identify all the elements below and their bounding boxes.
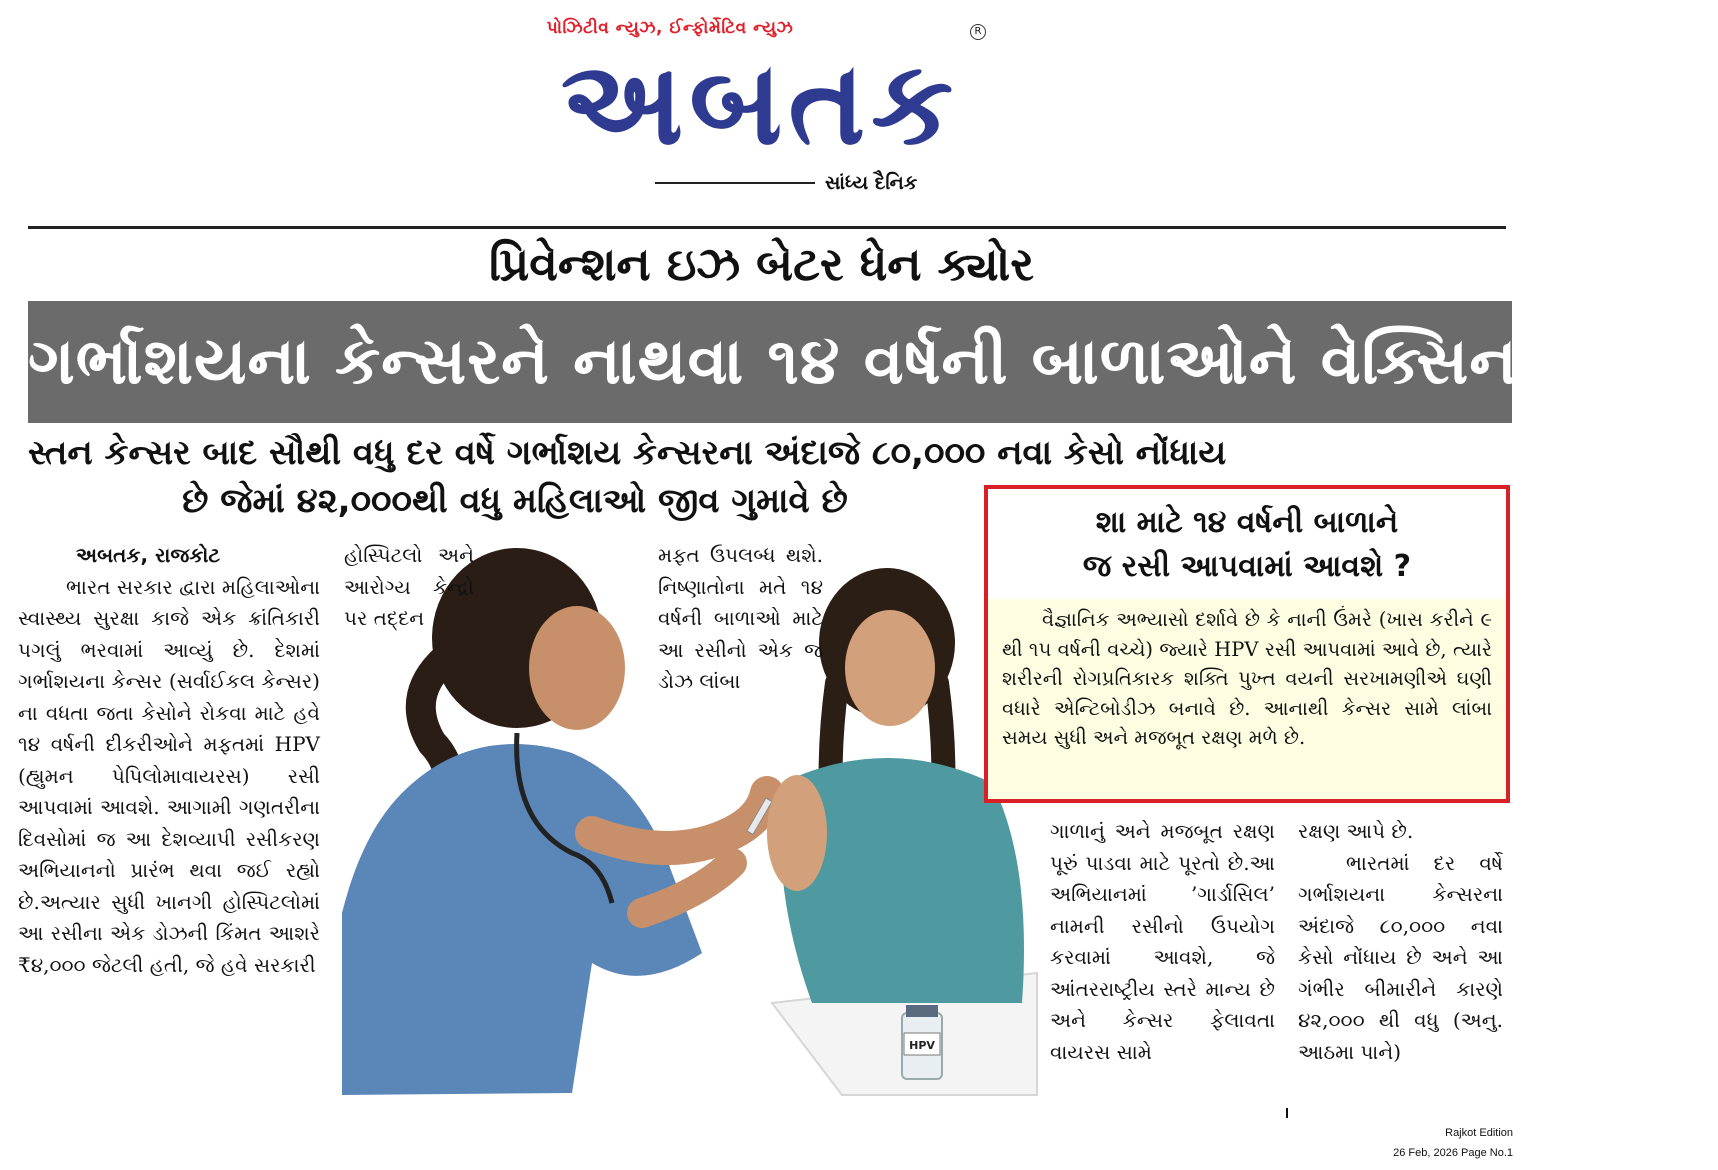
sidebar-body: વૈજ્ઞાનિક અભ્યાસો દર્શાવે છે કે નાની ઉંમરે (ખાસ કરીને ૯ થી ૧૫ વર્ષની વચ્ચે) જ્યારે HPV રસી આપવામાં આવે છે, ત્યારે શરીરની રોગપ્રતિકારક શક્તિ પુખ્ત વયની સરખામણીએ ઘણી વધારે એન્ટિબોડીઝ બનાવે છે. આનાથી કેન્સર સામે લાંબા સમય સુધી અને મજબૂત રક્ષણ મળે છે.: [1002, 608, 1492, 749]
sidebar-title: [988, 501, 1506, 589]
column-3-text: મફત ઉપલબ્ધ થશે. નિષ્ણાતોના મતે ૧૪ વર્ષની બાળાઓ માટે આ રસીનો એક જ ડોઝ લાંબા: [658, 543, 823, 693]
article-deck-line1: સ્તન કેન્સર બાદ સૌથી વધુ દર વર્ષે ગર્ભાશય કેન્સરના અંદાજે ૮૦,૦૦૦ નવા કેસો નોંધાય: [28, 433, 1227, 473]
subtitle-rule: [655, 182, 815, 184]
masthead-subtitle: સાંધ્ય દૈનિક: [825, 172, 918, 194]
dateline: અબતક, રાજકોટ: [76, 543, 221, 567]
article-column-5: [1298, 816, 1503, 1068]
vial-label: HPV: [909, 1039, 935, 1052]
column-5-para-2: ભારતમાં દર વર્ષે ગર્ભાશયના કેન્સરના અંદાજે ૮૦,૦૦૦ નવા કેસો નોંધાય છે અને આ ગંભીર બીમારીને કારણે ૪૨,૦૦૦ થી વધુ (અનુ. આઠમા પાને): [1298, 850, 1503, 1064]
masthead-tagline: પોઝિટીવ ન્યુઝ, ઈન્ફોર્મેટિવ ન્યુઝ: [546, 18, 794, 38]
article-deck-line2: છે જેમાં ૪૨,૦૦૦થી વધુ મહિલાઓ જીવ ગુમાવે છે: [182, 481, 848, 521]
column-5-para-1: રક્ષણ આપે છે.: [1298, 819, 1414, 843]
headline-band: [28, 301, 1718, 423]
page-marker: [1286, 1108, 1288, 1118]
date-page-label: 26 Feb, 2026 Page No.1: [1393, 1147, 1513, 1159]
article-kicker: પ્રિવેન્શન ઇઝ બેટર ધેન ક્યોર: [489, 237, 1034, 291]
article-column-1: [18, 540, 320, 981]
column-1-text: ભારત સરકાર દ્વારા મહિલાઓના સ્વાસ્થ્ય સુરક્ષા કાજે એક ક્રાંતિકારી પગલું ભરવામાં આવ્યું છે. દેશમાં ગર્ભાશયના કેન્સર (સર્વાઈકલ કેન્સર) ના વધતા જતા કેસોને રોકવા માટે હવે ૧૪ વર્ષની દીકરીઓને મફતમાં HPV (હ્યુમન પેપિલોમાવાયરસ) રસી આપવામાં આવશે. આગામી ગણતરીના દિવસોમાં જ આ દેશવ્યાપી રસીકરણ અભિયાનનો પ્રારંભ થવા જઈ રહ્યો છે.અત્યાર સુધી ખાનગી હોસ્પિટલોમાં આ રસીના એક ડોઝની કિંમત આશરે ₹૪,૦૦૦ જેટલી હતી, જે હવે સરકારી: [18, 574, 320, 977]
sidebar-title-line1: શા માટે ૧૪ વર્ષની બાળાને: [1095, 505, 1399, 540]
sidebar-title-line2: જ રસી આપવામાં આવશે ?: [1082, 549, 1412, 584]
top-divider: [28, 226, 1506, 229]
newspaper-logo: અબતક: [560, 36, 960, 171]
article-column-2: હોસ્પિટલો અને આરોગ્ય કેન્દ્રો પર તદ્દન: [344, 543, 474, 630]
article-column-3: [658, 540, 823, 698]
article-headline: ગર્ભાશયના કેન્સરને નાથવા ૧૪ વર્ષની બાળાઓને વેક્સિન અપાશે: [28, 325, 1718, 399]
edition-label: Rajkot Edition: [1445, 1127, 1513, 1139]
registered-mark: R: [970, 24, 986, 40]
sidebar-box: [984, 485, 1510, 803]
article-column-4: ગાળાનું અને મજબૂત રક્ષણ પૂરું પાડવા માટે પૂરતો છે.આ અભિયાનમાં ’ગાર્ડાસિલ’ નામની રસીનો ઉપયોગ કરવામાં આવશે, જે આંતરરાષ્ટ્રીય સ્તરે માન્ય છે અને કેન્સર ફેલાવતા વાયરસ સામે: [1050, 819, 1275, 1064]
masthead: [530, 18, 990, 208]
